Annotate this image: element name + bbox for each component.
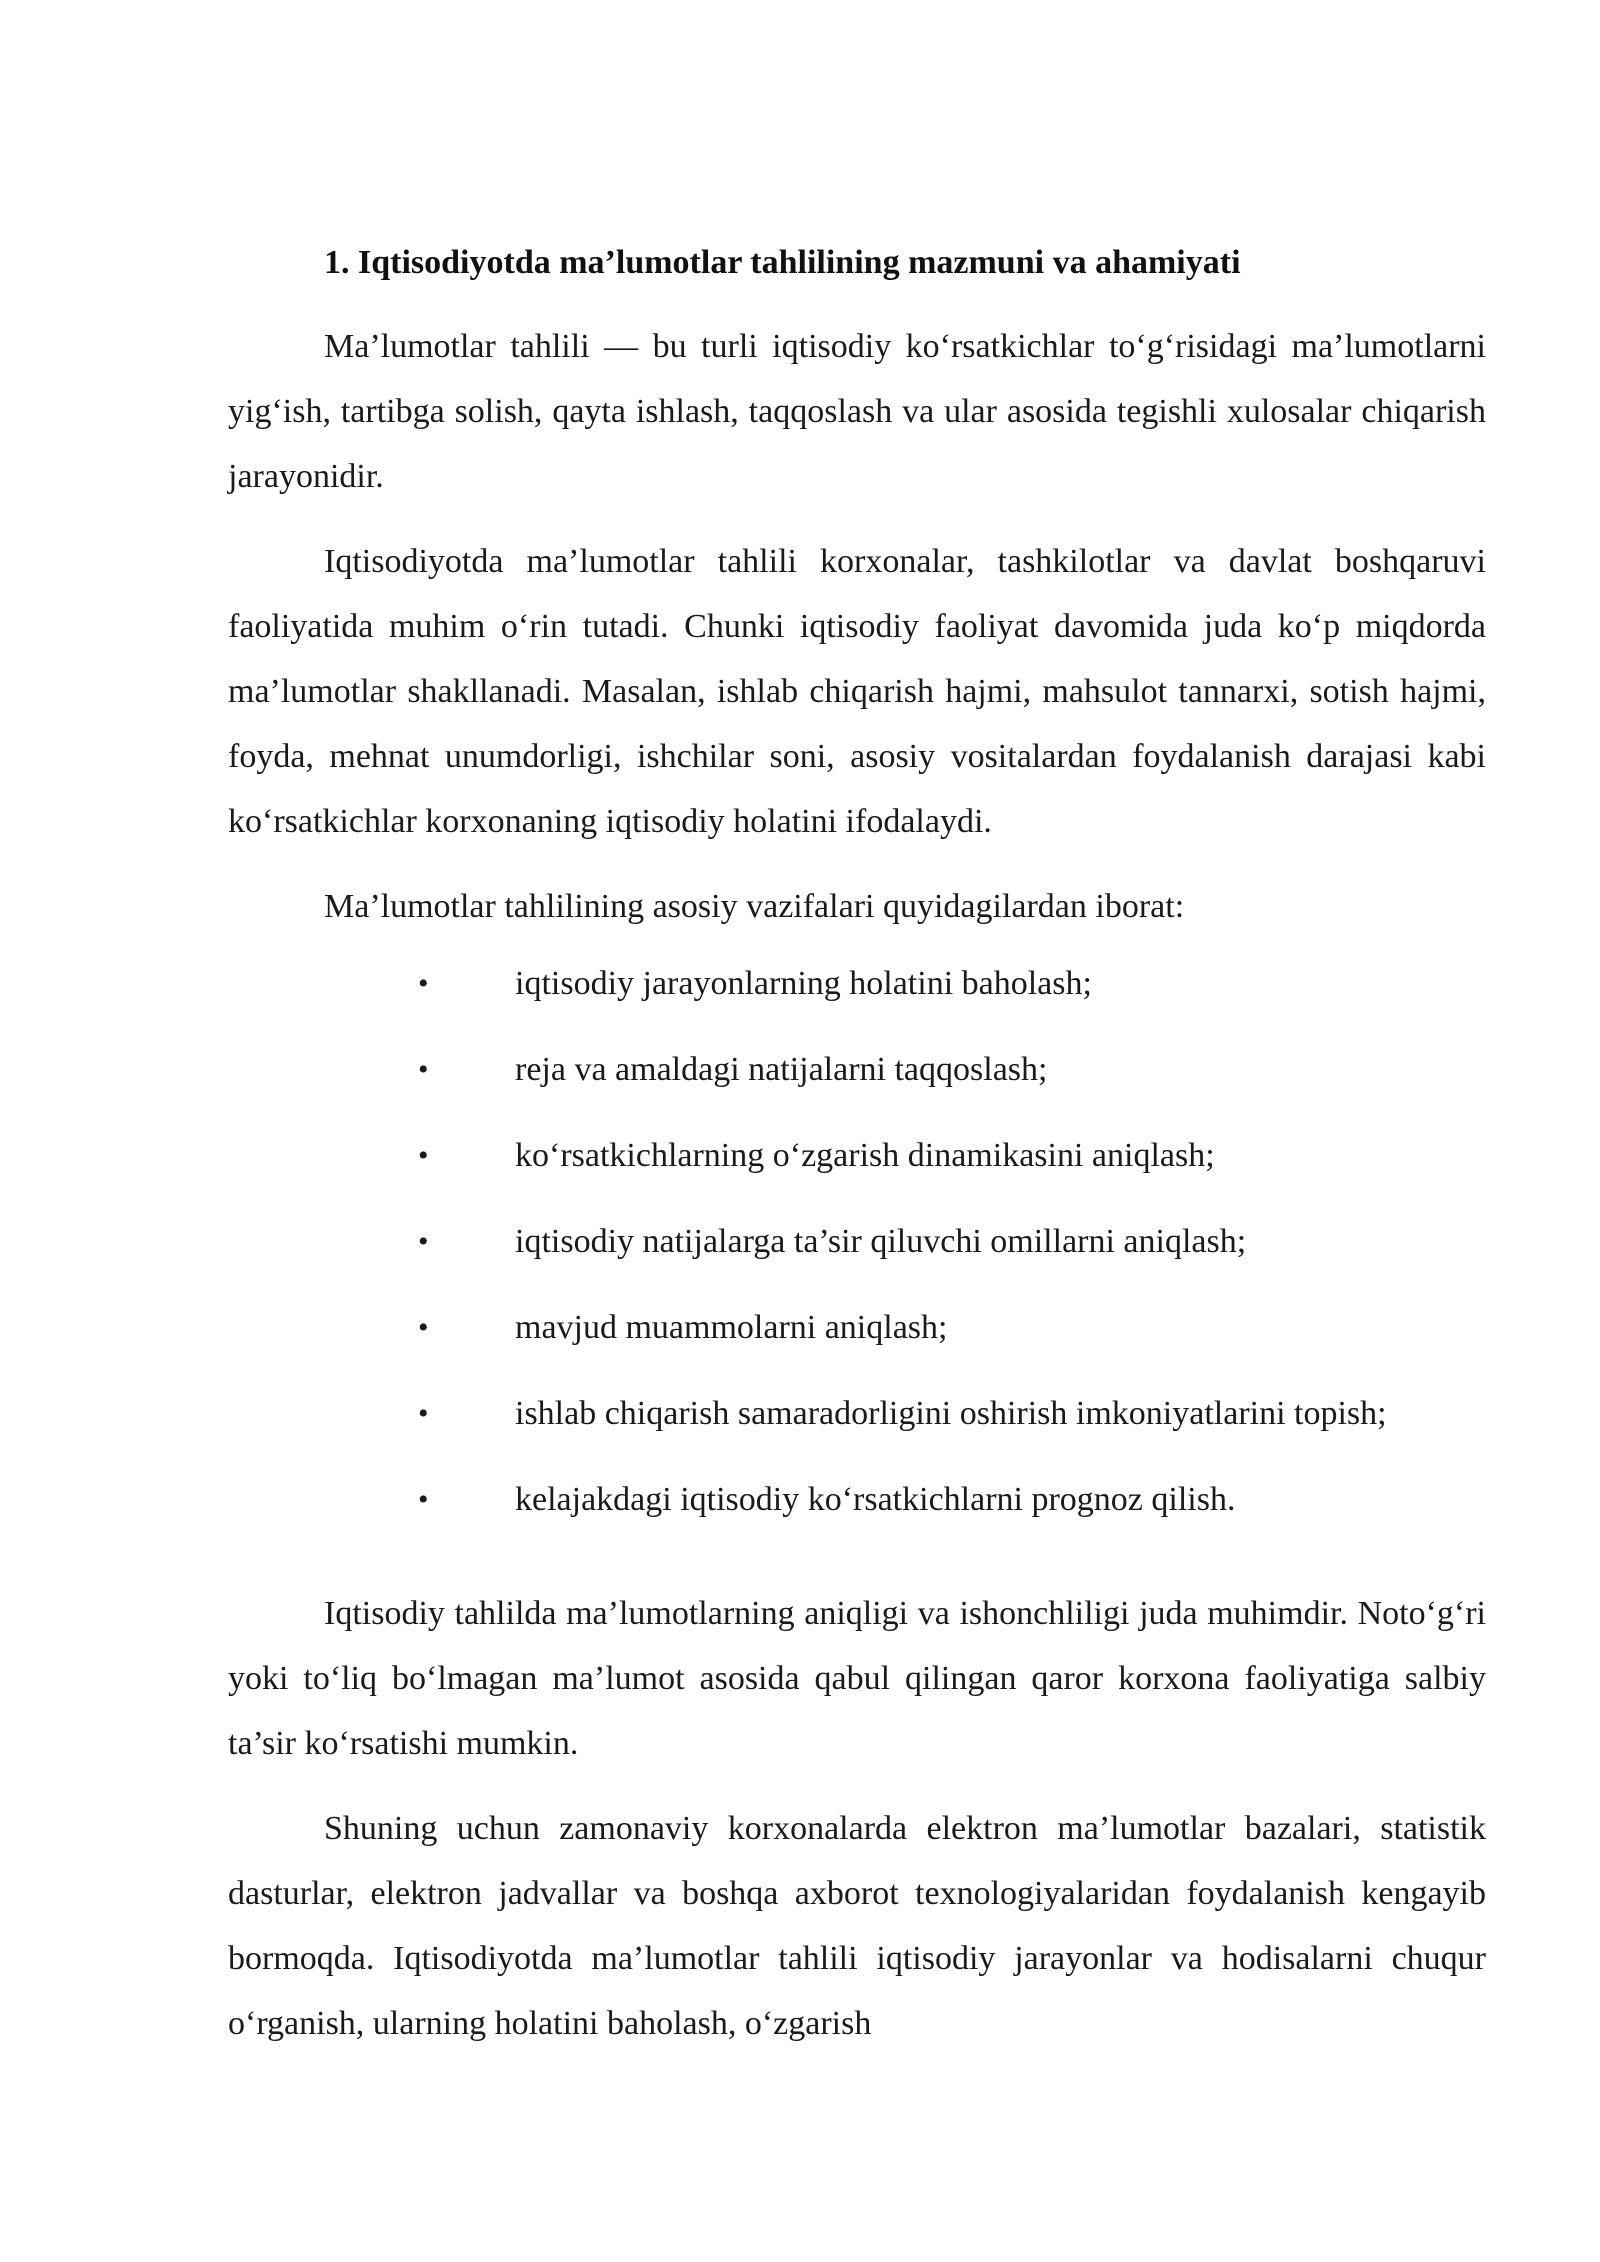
list-item-text: ko‘rsatkichlarning o‘zgarish dinamikasini aniqlash;	[515, 1137, 1215, 1174]
list-item	[228, 1475, 1486, 1561]
bullet-icon: •	[418, 967, 429, 1000]
bullet-icon: •	[418, 1053, 429, 1086]
bullet-icon: •	[418, 1311, 429, 1344]
list-item-text: ishlab chiqarish samaradorligini oshirish imkoniyatlarini topish;	[515, 1395, 1387, 1432]
list-item-text: mavjud muammolarni aniqlash;	[515, 1309, 948, 1346]
list-item-text: kelajakdagi iqtisodiy ko‘rsatkichlarni prognoz qilish.	[515, 1481, 1236, 1518]
tasks-list	[228, 959, 1486, 1561]
list-item	[228, 1045, 1486, 1131]
list-item	[228, 959, 1486, 1045]
tasks-intro: Ma’lumotlar tahlilining asosiy vazifalari quyidagilardan iborat:	[324, 888, 1185, 925]
paragraph-importance: Iqtisodiyotda ma’lumotlar tahlili korxonalar, tashkilotlar va davlat boshqaruvi faoliyatida muhim o‘rin tutadi. Chunki iqtisodiy faoliyat davomida juda ko‘p miqdorda ma’lumotlar shakllanadi. Masalan, ishlab chiqarish hajmi, mahsulot tannarxi, sotish hajmi, foyda, mehnat unumdorligi, ishchilar soni, asosiy vositalardan foydalanish darajasi kabi ko‘rsatkichlar korxonaning iqtisodiy holatini ifodalaydi.	[228, 543, 1486, 840]
bullet-icon: •	[418, 1483, 429, 1516]
bullet-icon: •	[418, 1139, 429, 1172]
bullet-icon: •	[418, 1397, 429, 1430]
bullet-icon: •	[418, 1225, 429, 1258]
document-page	[228, 238, 1486, 2076]
paragraph-technology: Shuning uchun zamonaviy korxonalarda elektron ma’lumotlar bazalari, statistik dasturlar, elektron jadvallar va boshqa axborot texnologiyalaridan foydalanish kengayib bormoqda. Iqtisodiyotda ma’lumotlar tahlili iqtisodiy jarayonlar va hodisalarni chuqur o‘rganish, ularning holatini baholash, o‘zgarish	[228, 1810, 1486, 2042]
list-item-text: reja va amaldagi natijalarni taqqoslash;	[515, 1051, 1048, 1088]
list-item-text: iqtisodiy natijalarga ta’sir qiluvchi omillarni aniqlash;	[515, 1223, 1247, 1260]
paragraph-definition: Ma’lumotlar tahlili — bu turli iqtisodiy ko‘rsatkichlar to‘g‘risidagi ma’lumotlarni yig‘ish, tartibga solish, qayta ishlash, taqqoslash va ular asosida tegishli xulosalar chiqarish jarayonidir.	[228, 328, 1486, 495]
list-item-text: iqtisodiy jarayonlarning holatini baholash;	[515, 965, 1092, 1002]
paragraph-accuracy: Iqtisodiy tahlilda ma’lumotlarning aniqligi va ishonchliligi juda muhimdir. Noto‘g‘ri yoki to‘liq bo‘lmagan ma’lumot asosida qabul qilingan qaror korxona faoliyatiga salbiy ta’sir ko‘rsatishi mumkin.	[228, 1595, 1486, 1762]
list-item	[228, 1131, 1486, 1217]
list-item	[228, 1389, 1486, 1475]
list-item	[228, 1217, 1486, 1303]
list-item	[228, 1303, 1486, 1389]
section-heading: 1. Iqtisodiyotda ma’lumotlar tahlilining mazmuni va ahamiyati	[324, 244, 1241, 281]
